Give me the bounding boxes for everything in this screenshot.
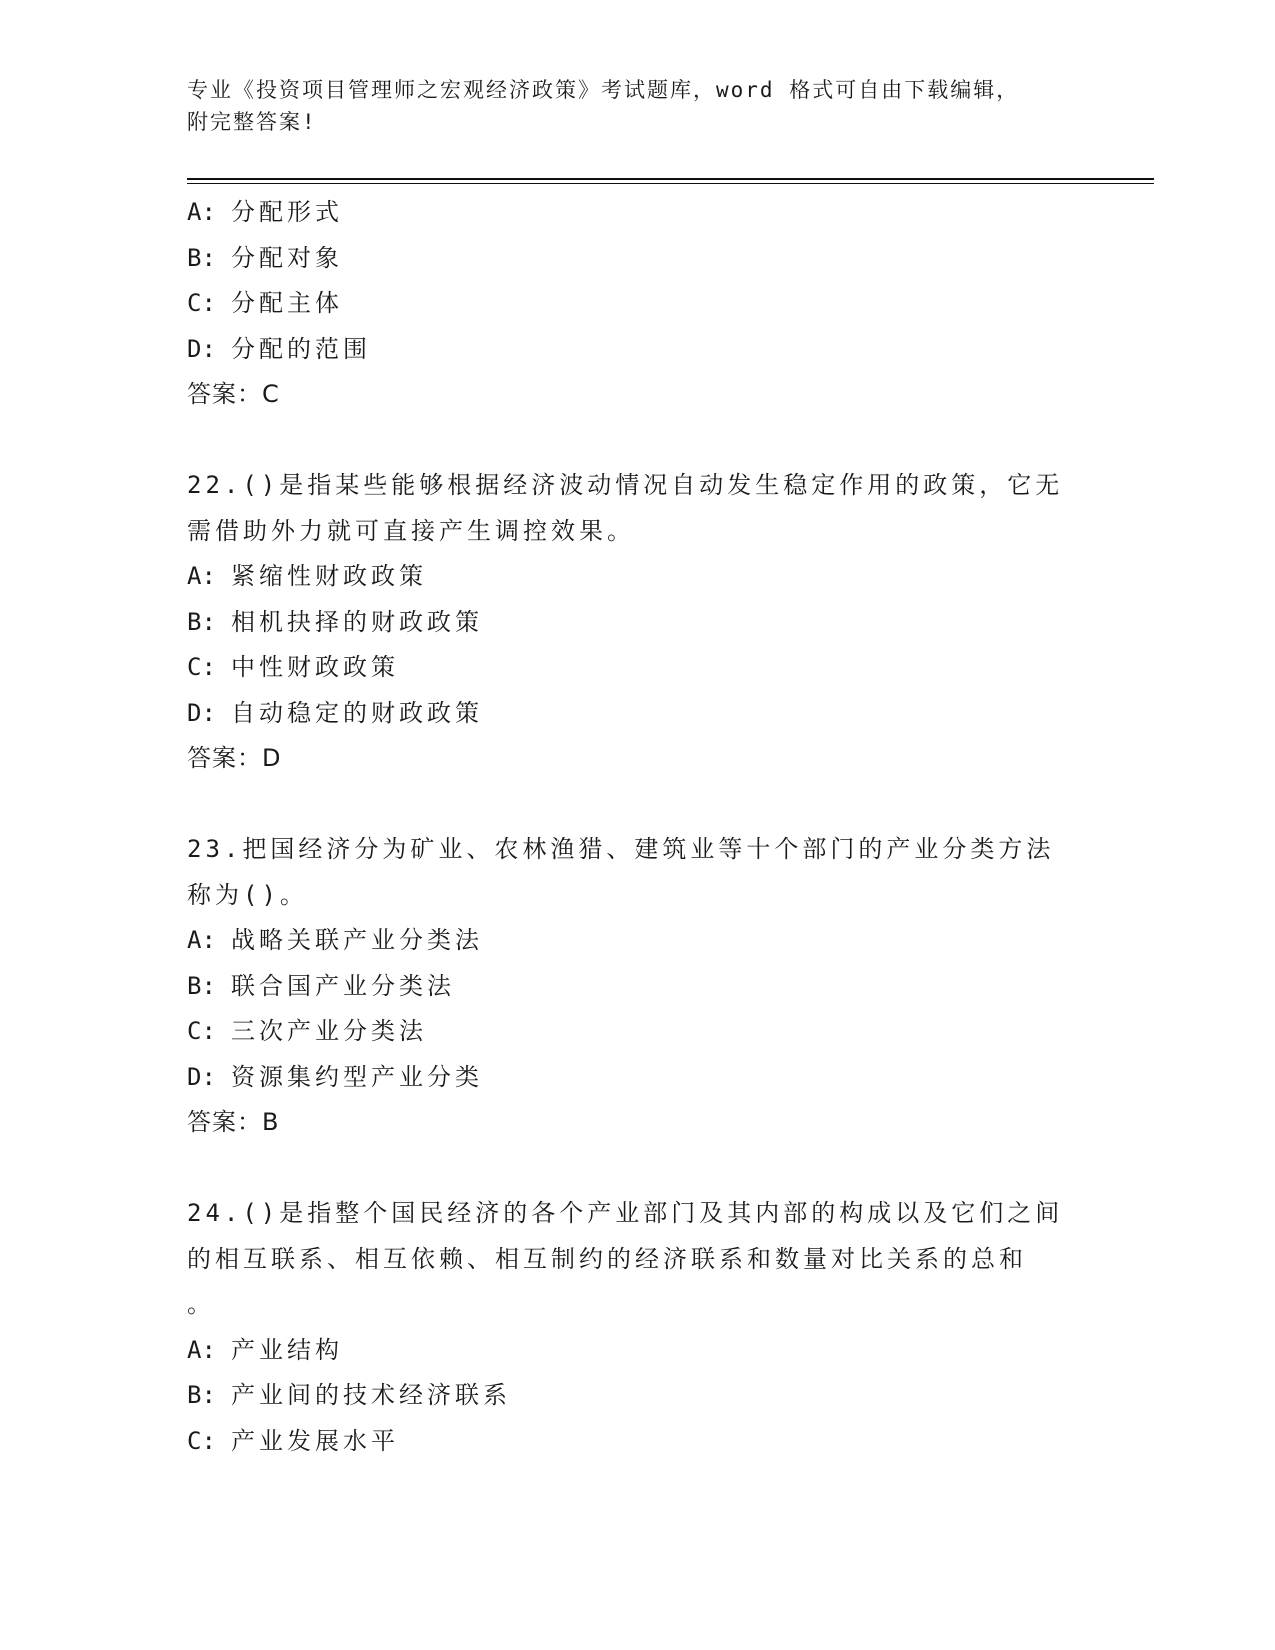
option-b bbox=[187, 236, 1087, 282]
option-c bbox=[187, 1009, 1087, 1055]
answer-line: 答案：D bbox=[187, 744, 282, 772]
option-text: 产业结构 bbox=[231, 1335, 343, 1364]
option-text: 资源集约型产业分类 bbox=[231, 1062, 483, 1091]
question-text-line: 24.()是指整个国民经济的各个产业部门及其内部的构成以及它们之间 bbox=[187, 1199, 1064, 1227]
question-text-line: 22.()是指某些能够根据经济波动情况自动发生稳定作用的政策，它无 bbox=[187, 471, 1064, 499]
option-text: 分配的范围 bbox=[231, 334, 371, 363]
answer-line: 答案：C bbox=[187, 380, 280, 408]
question-text-line: 需借助外力就可直接产生调控效果。 bbox=[187, 516, 635, 545]
option-d bbox=[187, 691, 1087, 737]
option-key: B: bbox=[187, 607, 216, 636]
header-divider-thick bbox=[187, 178, 1154, 180]
option-text: 中性财政政策 bbox=[231, 653, 399, 681]
option-key: A: bbox=[187, 198, 216, 226]
question-content bbox=[187, 190, 1087, 1464]
option-d bbox=[187, 327, 1087, 373]
option-key: A: bbox=[187, 1335, 216, 1364]
question-22 bbox=[187, 463, 1087, 782]
option-text: 战略关联产业分类法 bbox=[231, 926, 483, 954]
option-c bbox=[187, 281, 1087, 327]
option-a bbox=[187, 1328, 1087, 1374]
spacer bbox=[187, 1146, 1087, 1192]
question-24 bbox=[187, 1191, 1087, 1464]
option-text: 自动稳定的财政政策 bbox=[231, 698, 483, 727]
option-a bbox=[187, 918, 1087, 964]
header-line-2: 附完整答案! bbox=[187, 110, 317, 134]
option-text: 联合国产业分类法 bbox=[231, 971, 455, 1000]
option-a bbox=[187, 190, 1087, 236]
option-key: B: bbox=[187, 1381, 216, 1409]
header-line-1: 专业《投资项目管理师之宏观经济政策》考试题库，word 格式可自由下载编辑， bbox=[187, 78, 1020, 102]
question-23 bbox=[187, 827, 1087, 1146]
option-a bbox=[187, 554, 1087, 600]
option-b bbox=[187, 964, 1087, 1010]
option-c bbox=[187, 645, 1087, 691]
question-text-line: 23.把国经济分为矿业、农林渔猎、建筑业等十个部门的产业分类方法 bbox=[187, 835, 1055, 863]
option-text: 产业间的技术经济联系 bbox=[231, 1381, 511, 1409]
option-d bbox=[187, 1055, 1087, 1101]
question-text-line: 。 bbox=[187, 1290, 215, 1318]
option-key: C: bbox=[187, 1017, 216, 1045]
option-key: B: bbox=[187, 243, 216, 272]
option-key: D: bbox=[187, 698, 216, 727]
option-key: B: bbox=[187, 971, 216, 1000]
option-text: 相机抉择的财政政策 bbox=[231, 607, 483, 636]
option-key: D: bbox=[187, 1062, 216, 1091]
document-header bbox=[187, 74, 1087, 138]
spacer bbox=[187, 782, 1087, 828]
option-key: D: bbox=[187, 334, 216, 363]
option-b bbox=[187, 1373, 1087, 1419]
question-21 bbox=[187, 190, 1087, 418]
option-text: 分配形式 bbox=[231, 198, 343, 226]
option-text: 三次产业分类法 bbox=[231, 1017, 427, 1045]
option-b bbox=[187, 600, 1087, 646]
header-divider-thin bbox=[187, 183, 1154, 184]
option-key: C: bbox=[187, 1426, 216, 1455]
answer-line: 答案：B bbox=[187, 1108, 280, 1136]
option-c bbox=[187, 1419, 1087, 1465]
option-text: 分配对象 bbox=[231, 243, 343, 272]
option-key: C: bbox=[187, 289, 216, 317]
option-text: 紧缩性财政政策 bbox=[231, 562, 427, 590]
question-text-line: 称为()。 bbox=[187, 880, 308, 909]
option-key: A: bbox=[187, 562, 216, 590]
spacer bbox=[187, 418, 1087, 464]
option-key: C: bbox=[187, 653, 216, 681]
option-text: 分配主体 bbox=[231, 289, 343, 317]
question-text-line: 的相互联系、相互依赖、相互制约的经济联系和数量对比关系的总和 bbox=[187, 1244, 1027, 1273]
option-key: A: bbox=[187, 926, 216, 954]
option-text: 产业发展水平 bbox=[231, 1426, 399, 1455]
